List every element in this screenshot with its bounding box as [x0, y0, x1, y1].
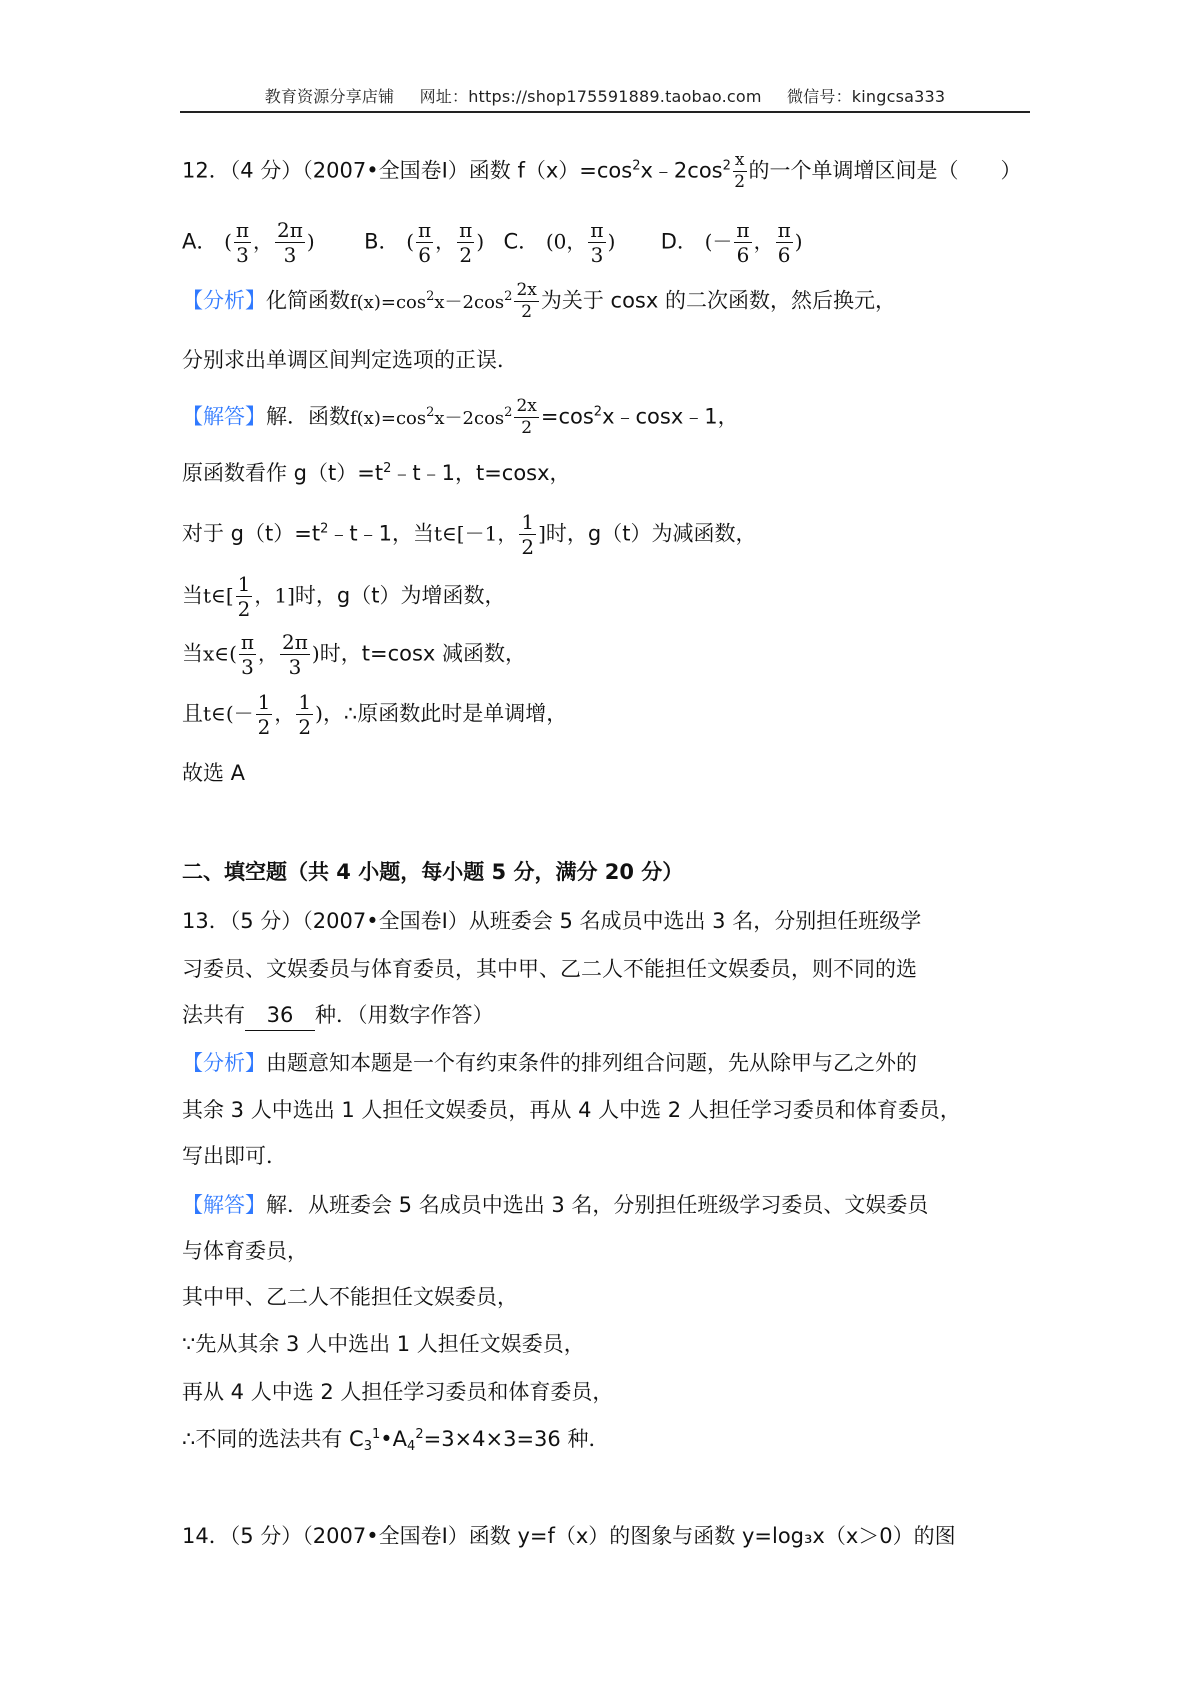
answer-text-c: x﹣cosx﹣1， [602, 404, 739, 429]
q12-stem-b: x﹣2cos [640, 158, 723, 183]
answer-text-a: 解．函数 [266, 404, 350, 429]
q13-analysis-line2: 其余 3 人中选出 1 人担任文娱委员，再从 4 人中选 2 人担任学习委员和体育委员， [182, 1098, 961, 1122]
q13-answer: 【解答】解．从班委会 5 名成员中选出 3 名，分别担任班级学习委员、文娱委员 [182, 1193, 929, 1217]
q12-line-x-interval: 当x∈( $\frac{\pi}{3}$ ， $\frac{2\pi}{3}$ )时，t=cosx 减函数， [182, 630, 527, 679]
option-a: A． ( $\frac{\pi}{3}$ ， $\frac{2\pi}{3}$ ) [182, 218, 315, 267]
header-wechat: 微信号：kingcsa333 [786, 87, 946, 106]
answer-tag: 【解答】 [182, 404, 266, 429]
section2-title: 二、填空题（共 4 小题，每小题 5 分，满分 20 分） [182, 860, 684, 884]
q12-line-g: 原函数看作 $g(t)=t^2﹣t﹣1$，t=cosx， [182, 461, 571, 485]
q12-analysis: 【分析】化简函数$f(x)=\cos^2x-2\cos^2$ $\frac{2x}{2}$ 为关于 cosx 的二次函数，然后换元， [182, 280, 896, 322]
q12-analysis-line2: 分别求出单调区间判定选项的正误． [182, 348, 518, 372]
q13-answer-line6: ∴不同的选法共有 $C_3^1•A_4^2=3\times 4\times 3=36$ 种． [182, 1427, 610, 1454]
q13-analysis-line3: 写出即可． [182, 1144, 287, 1168]
q12-frac-x-over-2: $\frac{x}{2}$ [734, 150, 746, 192]
q12-stem-a: 12．（4 分）（2007•全国卷Ⅰ）函数 f（x）=cos [182, 158, 633, 183]
header-divider [180, 111, 1030, 113]
q14-stem-line1: 14．（5 分）（2007•全国卷Ⅰ）函数 y=f（x）的图象与函数 y=log₃x（x＞0）的图 [182, 1524, 956, 1548]
option-b: B． ( $\frac{\pi}{6}$ ， $\frac{\pi}{2}$ ) [364, 218, 485, 267]
q13-answer-line3: 其中甲、乙二人不能担任文娱委员， [182, 1285, 518, 1309]
q12-line-t-interval: 且t∈(－ $\frac{1}{2}$ ， $\frac{1}{2}$ )，∴原函数此时是单调增， [182, 690, 568, 739]
q12-options [182, 220, 1060, 265]
q13-stem-line2: 习委员、文娱委员与体育委员，其中甲、乙二人不能担任文娱委员，则不同的选 [182, 957, 917, 981]
q12-answer: 【解答】解．函数$f(x)=\cos^2x-2\cos^2$ $\frac{2x}{2}$ $=\cos^2x﹣\cos x﹣1$， [182, 396, 739, 438]
header-shop: 教育资源分享店铺 [264, 87, 395, 106]
answer-text-b: =cos [540, 404, 594, 429]
analysis-text-b: 为关于 cosx 的二次函数，然后换元， [540, 288, 896, 313]
q13-answer-line5: 再从 4 人中选 2 人担任学习委员和体育委员， [182, 1380, 614, 1404]
q12-stem-c: 的一个单调增区间是（ ） [748, 158, 1022, 183]
q12-line-decreasing: 对于 $g(t)=t^2﹣t﹣1$，当t∈[－1， $\frac{1}{2}$ ]时，g（t）为减函数， [182, 510, 757, 559]
q13-answer-blank: 36 [245, 1000, 315, 1031]
option-c: C． (0， $\frac{\pi}{3}$ ) [503, 218, 616, 267]
q13-analysis: 【分析】由题意知本题是一个有约束条件的排列组合问题，先从除甲与乙之外的 [182, 1051, 917, 1075]
analysis-text-a: 化简函数 [266, 288, 350, 313]
analysis-tag: 【分析】 [182, 1051, 266, 1075]
q13-answer-line4: ∵先从其余 3 人中选出 1 人担任文娱委员， [182, 1332, 585, 1356]
q12-line-increasing: 当t∈[ $\frac{1}{2}$ ，1]时，g（t）为增函数， [182, 572, 506, 621]
answer-tag: 【解答】 [182, 1193, 266, 1217]
q13-stem-line3: 法共有 36 种．（用数字作答） [182, 1000, 1060, 1031]
q12-stem: 12．（4 分）（2007•全国卷Ⅰ）函数 $f(x)=\cos^2x﹣2\cos^2$ $\frac{x}{2}$ 的一个单调增区间是（ ） [182, 150, 1022, 192]
q12-conclusion: 故选 A [182, 761, 246, 785]
analysis-tag: 【分析】 [182, 288, 266, 313]
option-d: D． (－ $\frac{\pi}{6}$ ， $\frac{\pi}{6}$ ) [660, 218, 803, 267]
page-header [180, 84, 1030, 107]
q13-stem-line1: 13．（5 分）（2007•全国卷Ⅰ）从班委会 5 名成员中选出 3 名，分别担任班级学 [182, 909, 922, 933]
header-url: 网址：https://shop175591889.taobao.com [419, 87, 762, 106]
q13-answer-line2: 与体育委员， [182, 1239, 308, 1263]
